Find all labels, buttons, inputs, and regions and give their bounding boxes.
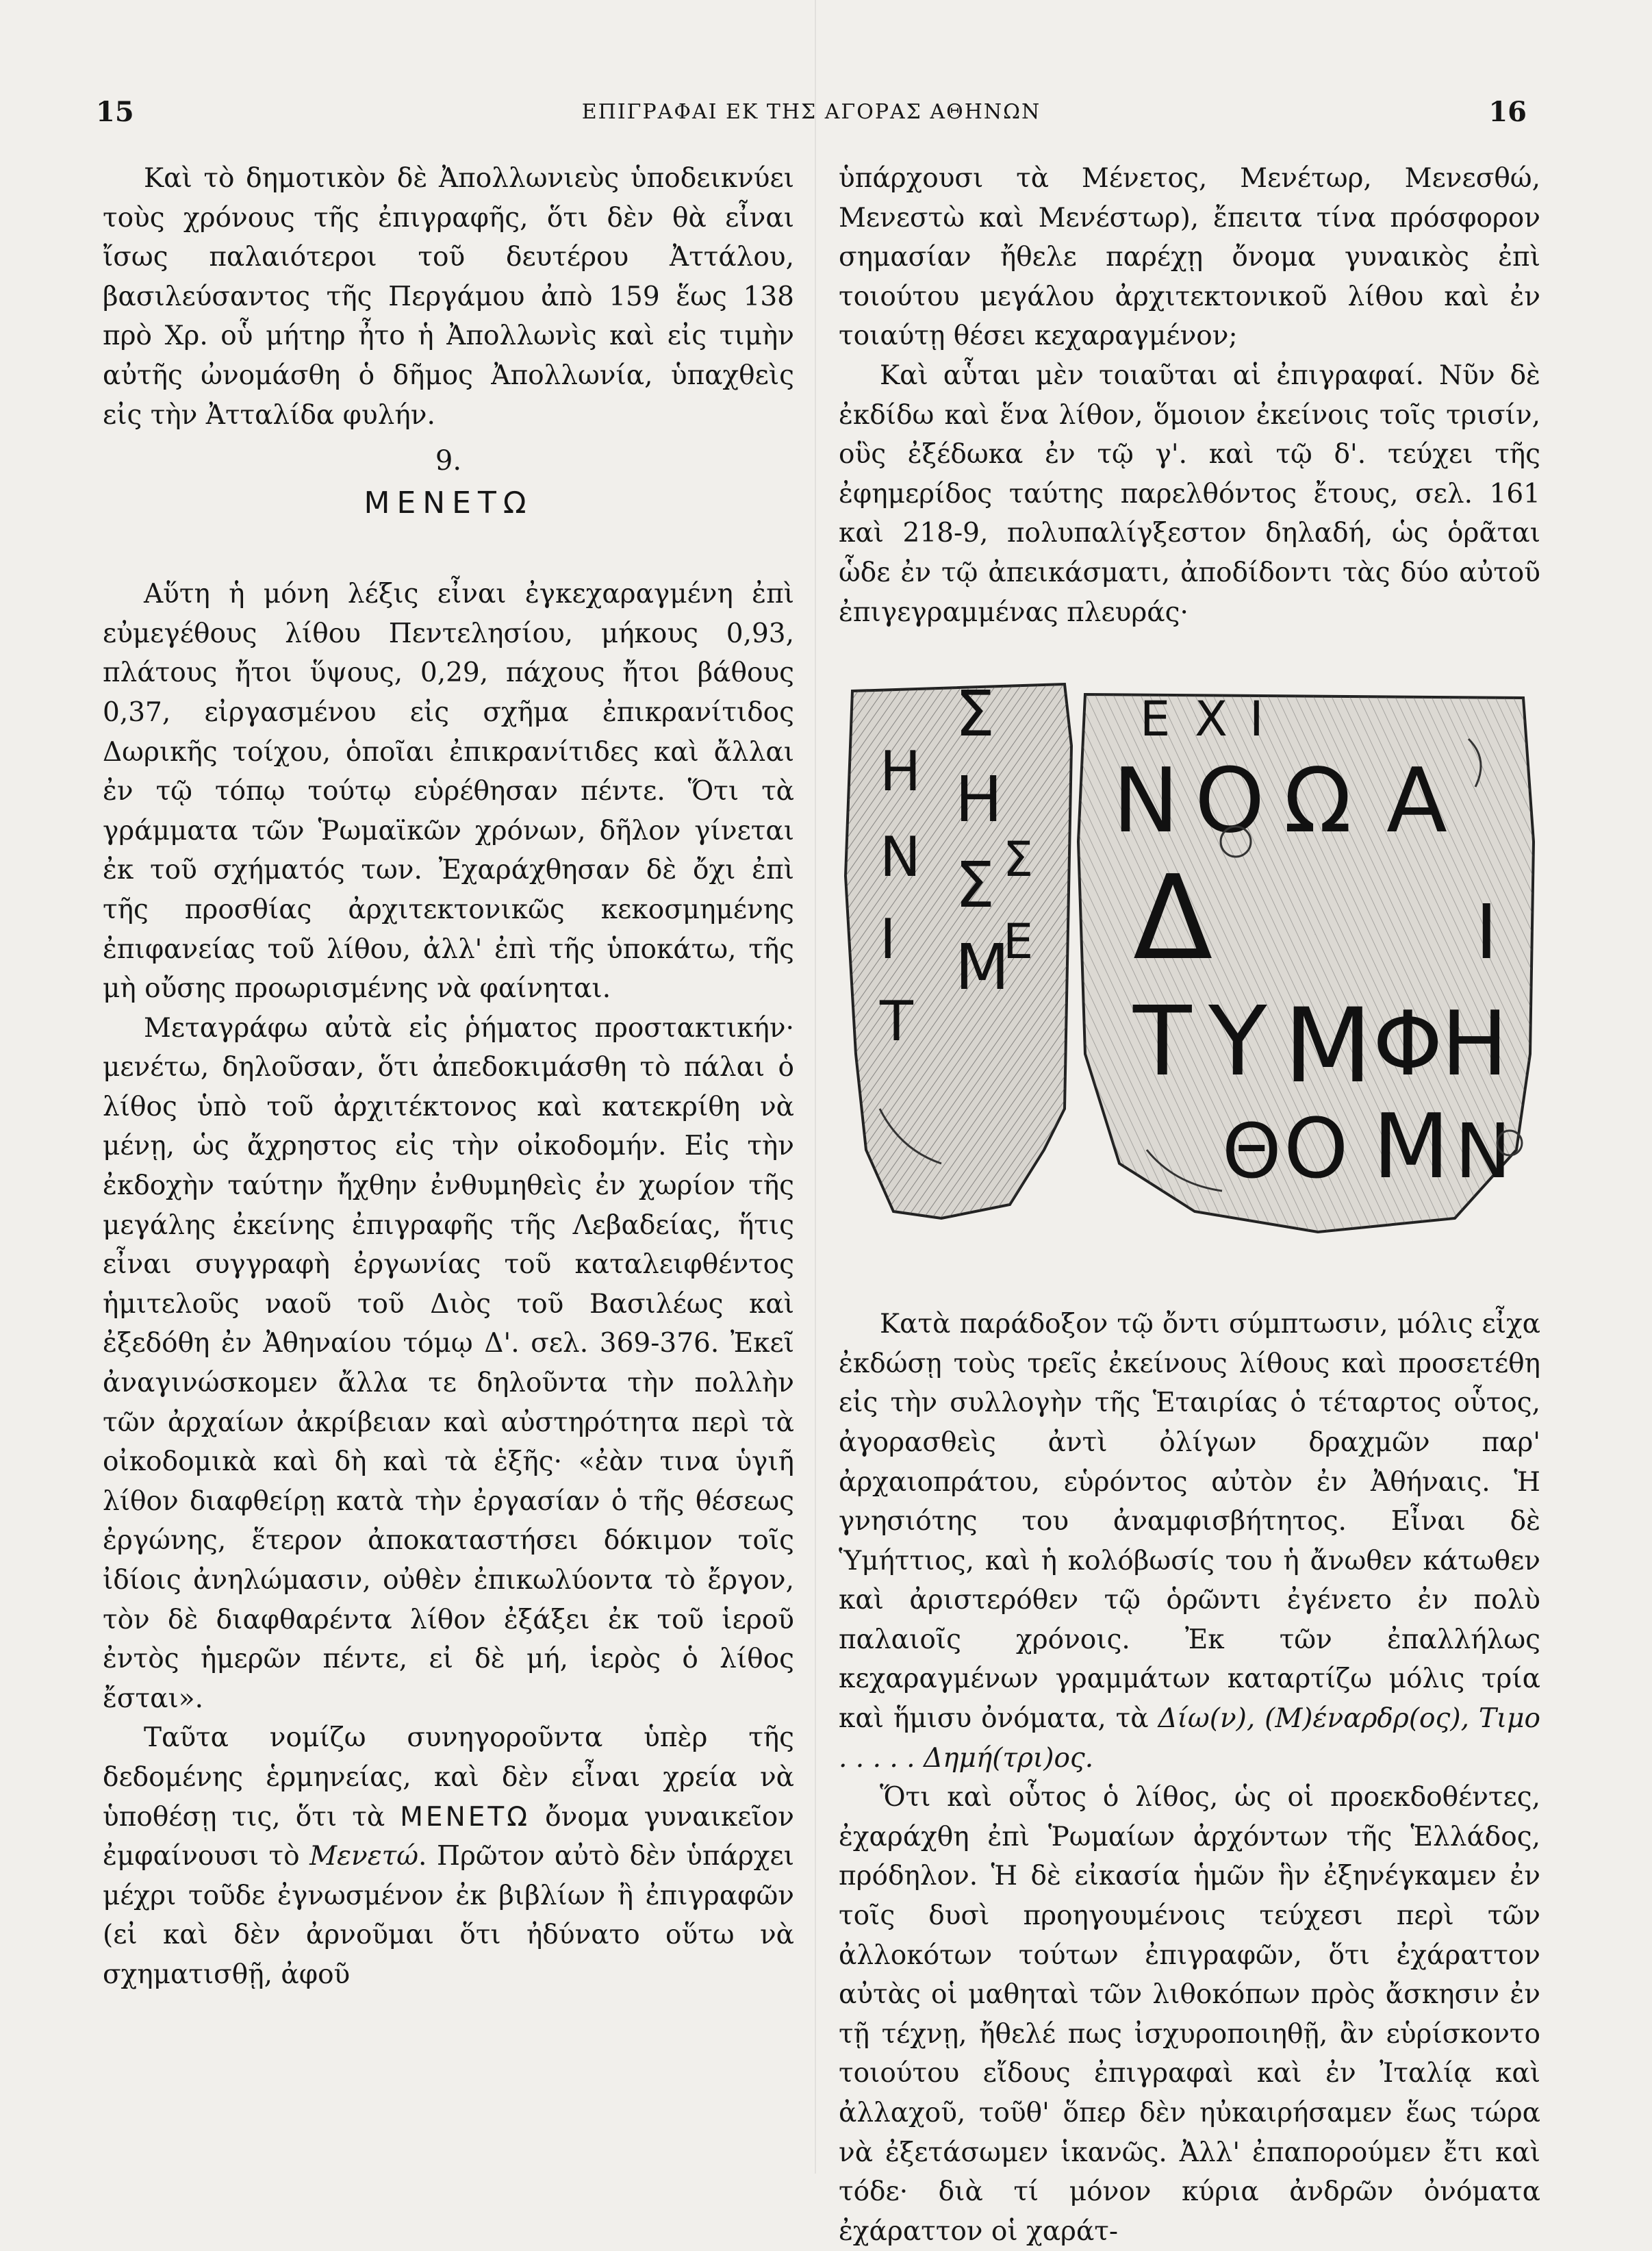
- paragraph: Αὕτη ἡ μόνη λέξις εἶναι ἐγκεχαραγμένη ἐπὶ εὐμεγέθους λίθου Πεντελησίου, μήκους 0,93, πλάτους ἤτοι ὕψους, 0,29, πάχους ἤτοι βάθους 0,37, εἰργασμένου εἰς σχῆμα ἐπικρανίτιδος Δωρικῆς τοίχου, ὁποῖαι ἐπικρανίτιδες καὶ ἄλλαι ἐν τῷ τόπῳ τούτῳ εὑρέθησαν πέντε. Ὅτι τὰ γράμματα τῶν Ῥωμαϊκῶν χρόνων, δῆλον γίνεται ἐκ τοῦ σχήματός των. Ἐχαράχθησαν δὲ ὄχι ἐπὶ τῆς προσθίας ἀρχιτεκτονικῶς κεκοσμημένης ἐπιφανείας τοῦ λίθου, ἀλλ' ἐπὶ τῆς ὑποκάτω, τῆς μὴ οὔσης προωρισμένης νὰ φαίνηται.: [103, 579, 794, 1005]
- glyph: Σ: [955, 848, 995, 922]
- text-run: ὄνομα γυναικεῖον ἐμφαίνουσι τὸ: [103, 1801, 794, 1872]
- glyph: Ε: [1003, 914, 1034, 970]
- glyph: Μ: [955, 931, 1010, 1005]
- glyph: Υ: [1208, 986, 1267, 1098]
- glyph: Ι: [880, 907, 896, 972]
- italic-word: Μενετώ: [309, 1841, 419, 1872]
- glyph: Ν: [1113, 749, 1180, 853]
- paragraph: Ὅτι καὶ οὗτος ὁ λίθος, ὡς οἱ προεκδοθέντες, ἐχαράχθη ἐπὶ Ῥωμαίων ἀρχόντων τῆς Ἑλλάδος, πρόδηλον. Ἡ δὲ εἰκασία ἡμῶν ἣν ἐξηνέγκαμεν ἐν τοῖς δυσὶ προηγουμένοις τεύχεσι περὶ τῶν ἀλλοκότων τούτων ἐπιγραφῶν, ὅτι ἐχάραττον αὐτὰς οἱ μαθηταὶ τῶν λιθοκόπων πρὸς ἄσκησιν ἐν τῇ τέχνῃ, ἤθελέ πως ἰσχυροποιηθῇ, ἂν εὑρίσκοντο τοιούτου εἴδους ἐπιγραφαὶ καὶ ἐν Ἰταλίᾳ καὶ ἀλλαχοῦ, τοῦθ' ὅπερ δὲν ηὐκαιρήσαμεν ἕως τώρα νὰ ἐξετάσωμεν ἱκανῶς. Ἀλλ' ἐπαπορούμεν ἔτι καὶ τόδε· διὰ τί μόνον κύρια ἀνδρῶν ὀνόματα ἐχάραττον οἱ χαράτ-: [839, 1782, 1540, 2247]
- glyph: Ω: [1284, 749, 1352, 853]
- gutter-shadow: [815, 0, 816, 2174]
- text-run: Κατὰ παράδοξον τῷ ὄντι σύμπτωσιν, μόλις εἶχα ἐκδώσῃ τοὺς τρεῖς ἐκείνους λίθους καὶ προσετέθη εἰς τὴν συλλογὴν τῆς Ἑταιρίας ὁ τέταρτος οὗτος, ἀγορασθεὶς ἀντὶ ὀλίγων δραχμῶν παρ' ἀρχαιοπράτου, εὑρόντος αὐτὸν ἐν Ἀθήναις. Ἡ γνησιότης του ἀναμφισβήτητος. Εἶναι δὲ Ὑμήττιος, καὶ ἡ κολόβωσίς του ἡ ἄνωθεν κάτωθεν καὶ ἀριστερόθεν τῷ ὁρῶντι ἐγένετο ἐν πολὺ παλαιοῖς χρόνοις. Ἐκ τῶν ἐπαλλήλως κεχαραγμένων γραμμάτων καταρτίζω μόλις τρία καὶ ἥμισυ ὀνόματα, τὰ: [839, 1309, 1540, 1735]
- glyph: Ν: [1455, 1107, 1512, 1196]
- italic-names: Δίω(ν), (Μ)έναρδρ(ος), Τιμο . . . . . Δημή(τρι)ος.: [839, 1703, 1540, 1774]
- right-column: [839, 159, 1540, 2251]
- glyph: Μ: [1373, 1094, 1450, 1199]
- page-number-left: 15: [96, 96, 134, 128]
- glyph: Ι: [1249, 691, 1264, 748]
- glyph: Η: [955, 763, 1003, 837]
- text-run: . Πρῶτον αὐτὸ δὲν ὑπάρχει μέχρι τοῦδε ἐγνωσμένον ἐκ βιβλίων ἢ ἐπιγραφῶν (εἰ καὶ δὲν ἀρνοῦμαι ὅτι ἠδύνατο οὕτω νὰ σχηματισθῇ, ἀφοῦ: [103, 1841, 794, 1990]
- glyph: Η: [1441, 992, 1508, 1096]
- glyph: Ο: [1195, 749, 1265, 853]
- glyph: Τ: [1133, 986, 1192, 1098]
- glyph: Η: [880, 740, 922, 804]
- inline-inscription: ΜΕΝΕΤΩ: [400, 1801, 531, 1833]
- glyph: Ο: [1284, 1102, 1349, 1198]
- glyph: Σ: [955, 677, 995, 751]
- paragraph: [839, 1305, 1540, 1778]
- glyph: Ν: [880, 825, 921, 890]
- glyph: Ε: [1140, 691, 1171, 748]
- left-column: [103, 159, 794, 1995]
- glyph: Τ: [880, 990, 913, 1054]
- glyph: Μ: [1284, 987, 1373, 1107]
- glyph: Φ: [1373, 992, 1443, 1096]
- paragraph: Μεταγράφω αὐτὰ εἰς ῥήματος προστακτικήν· μενέτω, δηλοῦσαν, ὅτι ἀπεδοκιμάσθη τὸ πάλαι ὁ λίθος ὑπὸ τοῦ ἀρχιτέκτονος καὶ κατεκρίθη νὰ μένῃ, ὡς ἄχρηστος εἰς τὴν οἰκοδομήν. Εἰς τὴν ἐκδοχὴν ταύτην ἤχθην ἐνθυμηθεὶς ἐν χωρίον τῆς μεγάλης ἐκείνης ἐπιγραφῆς τῆς Λεβαδείας, ἥτις εἶναι συγγραφὴ ἐργωνίας τοῦ καταλειφθέντος ἡμιτελοῦς ναοῦ τοῦ Διὸς τοῦ Βασιλέως καὶ ἐξεδόθη ἐν Ἀθηναίου τόμῳ Δ'. σελ. 369-376. Ἐκεῖ ἀναγινώσκομεν ἄλλα τε δηλοῦντα τὴν πολλὴν τῶν ἀρχαίων ἀκρίβειαν καὶ αὐστηρότητα περὶ τὰ οἰκοδομικὰ καὶ δὴ καὶ τὰ ἑξῆς· «ἐὰν τινα ὑγιῆ λίθον διαφθείρῃ κατὰ τὴν ἐργασίαν ὁ τῆς θέσεως ἐργώνης, ἕτερον ἀποκαταστήσει δόκιμον τοῖς ἰδίοις ἀνηλώμασιν, οὐθὲν ἐπικωλύοντα τὸ ἔργον, τὸν δὲ διαφθαρέντα λίθον ἐξάξει ἐκ τοῦ ἱεροῦ ἐντὸς ἡμερῶν πέντε, εἰ δὲ μή, ἱερὸς ὁ λίθος ἔσται».: [103, 1012, 794, 1714]
- text-run: Ταῦτα νομίζω συνηγοροῦντα ὑπὲρ τῆς δεδομένης ἑρμηνείας, καὶ δὲν εἶναι χρεία νὰ ὑποθέσῃ τις, ὅτι τὰ: [103, 1722, 794, 1833]
- inscription-heading: ΜΕΝΕΤΩ: [364, 486, 533, 521]
- page-header: [89, 96, 1534, 137]
- glyph: Χ: [1195, 691, 1228, 748]
- section-number: 9.: [435, 445, 462, 477]
- paragraph: Καὶ αὗται μὲν τοιαῦται αἱ ἐπιγραφαί. Νῦν δὲ ἐκδίδω καὶ ἕνα λίθον, ὅμοιον ἐκείνοις τοῖς τρισίν, οὓς ἐξέδωκα ἐν τῷ γ'. καὶ τῷ δ'. τεύχει τῆς ἐφημερίδος ταύτης παρελθόντος ἔτους, σελ. 161 καὶ 218-9, πολυπαλίγξεστον δηλαδή, ὡς ὁρᾶται ὧδε ἐν τῷ ἀπεικάσματι, ἀποδίδοντι τὰς δύο αὐτοῦ ἐπιγεγραμμένας πλευράς·: [839, 360, 1540, 628]
- paragraph: Καὶ τὸ δημοτικὸν δὲ Ἀπολλωνιεὺς ὑποδεικνύει τοὺς χρόνους τῆς ἐπιγραφῆς, ὅτι δὲν θὰ εἶναι ἴσως παλαιότεροι τοῦ δευτέρου Ἀττάλου, βασιλεύσαντος τῆς Περγάμου ἀπὸ 159 ἕως 138 πρὸ Χρ. οὗ μήτηρ ἦτο ἡ Ἀπολλωνὶς καὶ εἰς τιμὴν αὐτῆς ὠνομάσθη ὁ δῆμος Ἀπολλωνία, ὑπαχθεὶς εἰς τὴν Ἀτταλίδα φυλήν.: [103, 163, 794, 431]
- page-number-right: 16: [1488, 96, 1527, 128]
- glyph: Α: [1386, 749, 1447, 853]
- inscribed-stone-figure: [839, 670, 1544, 1246]
- paragraph: [103, 1718, 794, 1994]
- glyph: Δ: [1133, 851, 1213, 987]
- stone-drawing: [839, 670, 1544, 1246]
- glyph: Ι: [1475, 888, 1498, 977]
- paragraph: ὑπάρχουσι τὰ Μένετος, Μενέτωρ, Μενεσθώ, Μενεστὼ καὶ Μενέστωρ), ἔπειτα τίνα πρόσφορον σημασίαν ἤθελε παρέχῃ ὄνομα γυναικὸς ἐπὶ τοιούτου μεγάλου ἀρχιτεκτονικοῦ λίθου καὶ ἐν τοιαύτῃ θέσει κεχαραγμένον;: [839, 163, 1540, 352]
- glyph: Θ: [1222, 1107, 1282, 1196]
- running-head: ΕΠΙΓΡΑΦΑΙ ΕΚ ΤΗΣ ΑΓΟΡΑΣ ΑΘΗΝΩΝ: [581, 100, 1041, 124]
- glyph: Σ: [1003, 831, 1034, 888]
